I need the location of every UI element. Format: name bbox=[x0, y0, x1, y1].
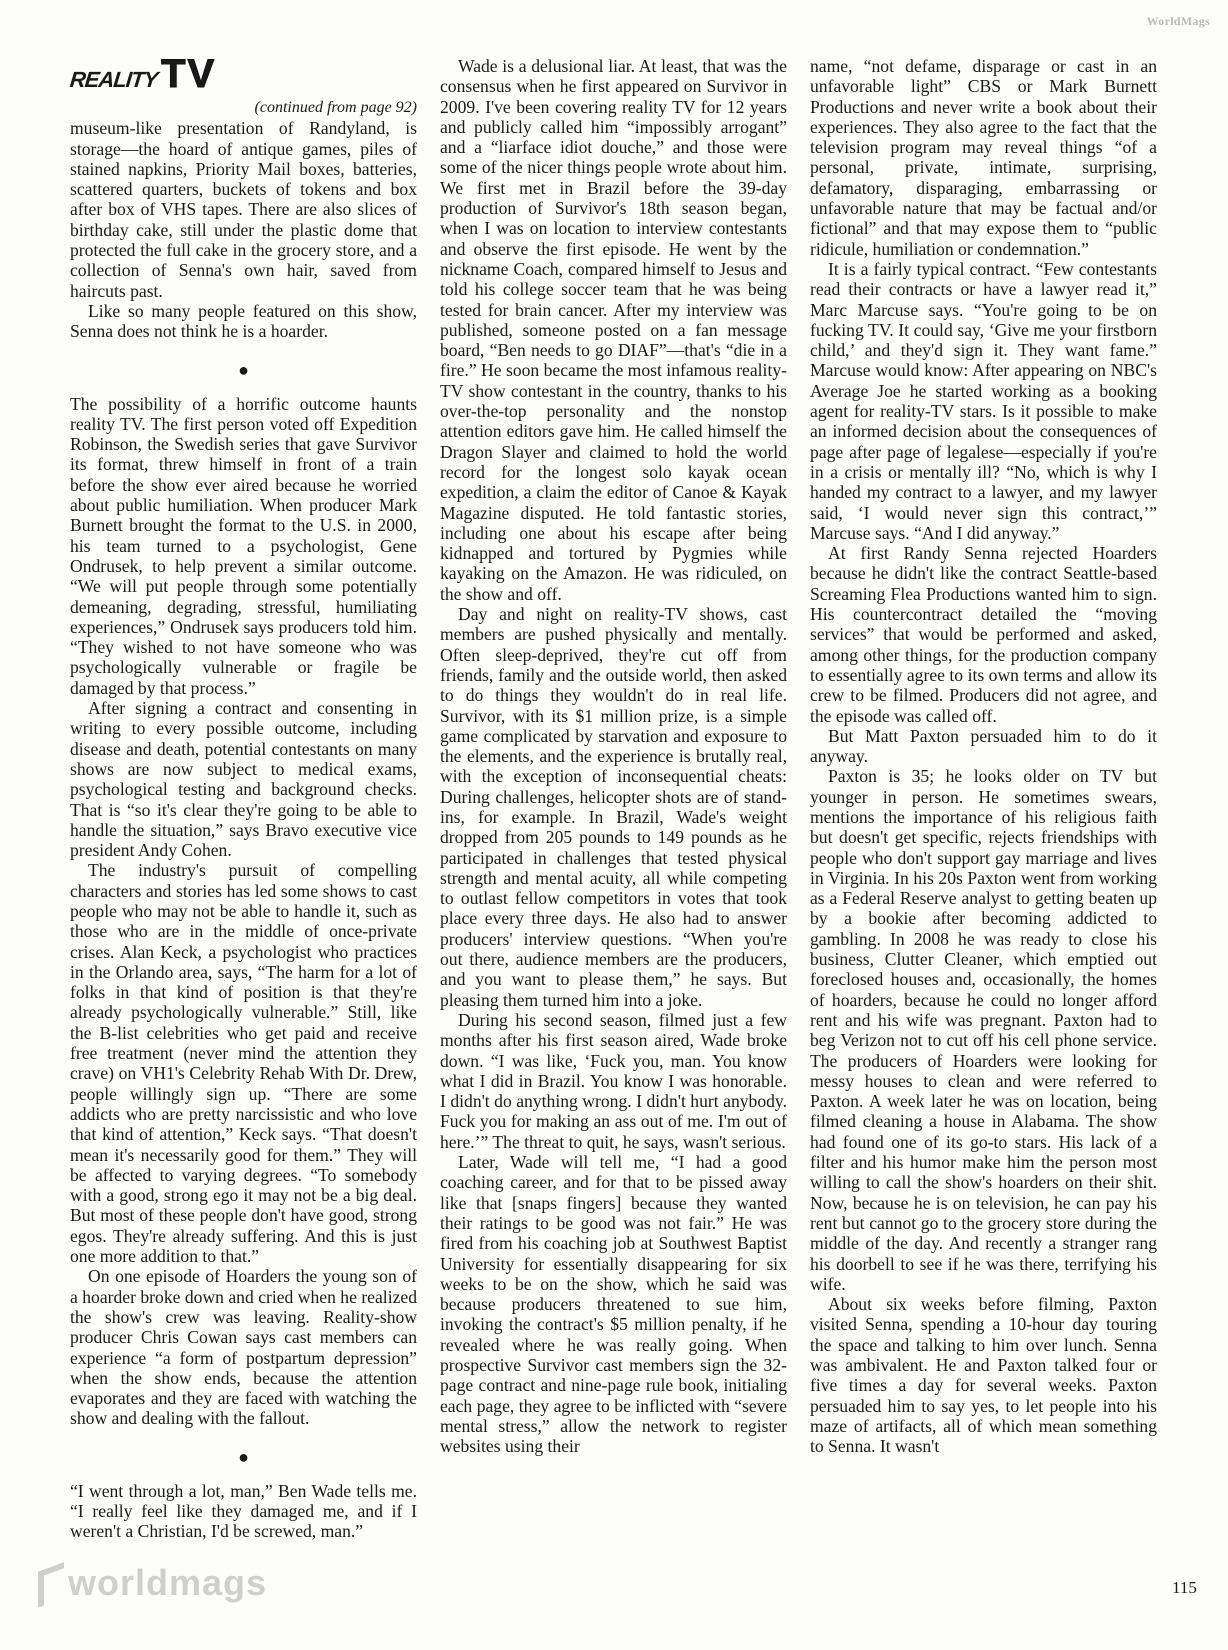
section-break-bullet: ● bbox=[238, 359, 249, 380]
paragraph: name, “not defame, disparage or cast in an unfavorable light” CBS or Mark Burnett Productions and never write a book about their experiences. They also agree to the fact that the television program may reveal things “of a personal, private, intimate, surprising, defamatory, disparaging, embarrassing or unfavorable nature that may be factual and/or fictional” and that may expose them to “public ridicule, humiliation or condemnation.” bbox=[810, 56, 1157, 259]
paragraph: “I went through a lot, man,” Ben Wade tells me. “I really feel like they damaged me, and if I weren't a Christian, I'd be screwed, man.” bbox=[70, 1480, 417, 1542]
paragraph: It is a fairly typical contract. “Few contestants read their contracts or have a lawyer read it,” Marc Marcuse says. “You're going to be on fucking TV. It could say, ‘Give me your firstborn child,’ and they'd sign it. They want fame.” Marcuse would know: After appearing on NBC's Average Joe he started working as a booking agent for reality-TV stars. Is it possible to make an informed decision about the consequences of page after page of legalese—especially if you're in a crisis or mentally ill? “No, which is why I handed my contract to a lawyer, and my lawyer said, ‘I would never sign this contract,’” Marcuse says. “And I did anyway.” bbox=[810, 258, 1157, 543]
section-header-tv: TV bbox=[161, 52, 217, 96]
watermark-bottom-text: worldmags bbox=[68, 1562, 268, 1603]
paragraph: Paxton is 35; he looks older on TV but younger in person. He sometimes swears, mentions the importance of his religious faith but doesn't get specific, rejects friendships with people who don't support gay marriage and lives in Virginia. In his 20s Paxton went from working as a Federal Reserve analyst to getting beaten up by a bookie after becoming addicted to gambling. In 2008 he was ready to close his business, Clutter Cleaner, which emptied out foreclosed houses and, occasionally, the homes of hoarders, because he could no longer afford rent and his wife was pregnant. Paxton had to beg Verizon not to cut off his cell phone service. The producers of Hoarders were looking for messy houses to clean and were referred to Paxton. A week later he was on location, being filmed cleaning a house in Alabama. The show had found one of its go-to stars. His lack of a filter and his humor make him the person most willing to call the show's hoarders on their shit. Now, because he is on television, he can pay his rent but cannot go to the grocery store during the middle of the day. And recently a stranger rang his doorbell to see if he was there, terrifying his wife. bbox=[810, 766, 1157, 1294]
paragraph: Like so many people featured on this show, Senna does not think he is a hoarder. bbox=[70, 300, 417, 342]
paragraph: At first Randy Senna rejected Hoarders because he didn't like the contract Seattle-based Screaming Flea Productions wanted him to sign. His countercontract detailed the “moving services” that would be performed and asked, among other things, for the production company to essentially agree to its own terms and allow its crew to be filmed. Producers did not agree, and the episode was called off. bbox=[810, 543, 1157, 726]
paragraph: Wade is a delusional liar. At least, that was the consensus when he first appeared on Survivor in 2009. I've been covering reality TV for 12 years and publicly called him “impossibly arrogant” and a “liarface idiot douche,” and those were some of the nicer things people wrote about him. We first met in Brazil before the 39-day production of Survivor's 18th season began, when I was on location to interview contestants and observe the first episode. He went by the nickname Coach, compared himself to Jesus and told his college soccer team that he was being tested for brain cancer. After my interview was published, someone posted on a fan message board, “Ben needs to go DIAF”—that's “die in a fire.” He soon became the most infamous reality-TV show contestant in the country, thanks to his over-the-top personality and the nonstop attention editors gave him. He called himself the Dragon Slayer and claimed to hold the world record for the longest solo kayak ocean expedition, a claim the editor of Canoe & Kayak Magazine disputed. He told fantastic stories, including one about his escape after being kidnapped and tortured by Pygmies while kayaking on the Amazon. He was ridiculed, on the show and off. bbox=[440, 56, 787, 604]
paragraph: During his second season, filmed just a few months after his first season aired, Wade broke down. “I was like, ‘Fuck you, man. You know what I did in Brazil. You know I was honorable. I didn't do anything wrong. I didn't hurt anybody. Fuck you for making an ass out of me. I'm out of here.’” The threat to quit, he says, wasn't serious. bbox=[440, 1009, 787, 1152]
paragraph: museum-like presentation of Randyland, is storage—the hoard of antique games, piles of stained napkins, Priority Mail boxes, batteries, scattered quarters, buckets of tokens and box after box of VHS tapes. There are also slices of birthday cake, still under the plastic dome that protected the full cake in the grocery store, and a collection of Senna's own hair, saved from haircuts past. bbox=[70, 118, 417, 301]
watermark-top: WorldMags bbox=[1146, 14, 1210, 28]
watermark-logo-icon bbox=[38, 1563, 64, 1608]
article-column-2 bbox=[440, 56, 787, 1456]
paragraph: About six weeks before filming, Paxton visited Senna, spending a 10-hour day touring the space and talking to him over lunch. Senna was ambivalent. He and Paxton talked four or five times a day for several weeks. Paxton persuaded him to say yes, to let people into his maze of artifacts, all of which mean something to Senna. It wasn't bbox=[810, 1294, 1157, 1457]
watermark-bottom bbox=[38, 1562, 267, 1604]
paragraph: Later, Wade will tell me, “I had a good coaching career, and for that to be pissed away like that [snaps fingers] because they wanted their ratings to be good was not fair.” He was fired from his coaching job at Southwest Baptist University for essentially disappearing for six weeks to be on the show, which he said was because producers threatened to sue him, invoking the contract's $5 million penalty, if he revealed where he was really going. When prospective Survivor cast members sign the 32-page contract and nine-page rule book, initialing each page, they agree to be inflicted with “severe mental stress,” allow the network to register websites using their bbox=[440, 1152, 787, 1457]
paragraph: On one episode of Hoarders the young son of a hoarder broke down and cried when he realized the show's crew was leaving. Reality-show producer Chris Cowan says cast members can experience “a form of postpartum depression” when the show ends, because the attention evaporates and they are faced with watching the show and dealing with the fallout. bbox=[70, 1266, 417, 1429]
continued-note: (continued from page 92) bbox=[254, 99, 417, 116]
section-header-reality: REALITY bbox=[68, 67, 159, 92]
section-header bbox=[70, 52, 216, 97]
paragraph: But Matt Paxton persuaded him to do it anyway. bbox=[810, 725, 1157, 767]
paragraph: The possibility of a horrific outcome haunts reality TV. The first person voted off Expedition Robinson, the Swedish series that gave Survivor its format, threw himself in front of a train before the show ever aired because he worried about public humiliation. When producer Mark Burnett brought the format to the U.S. in 2000, his team turned to a psychologist, Gene Ondrusek, to help prevent a similar outcome. “We will put people through some potentially demeaning, degrading, stressful, humiliating experiences,” Ondrusek says producers told him. “They wished to not have someone who was psychologically vulnerable or fragile be damaged by that process.” bbox=[70, 393, 417, 698]
section-break-bullet: ● bbox=[238, 1446, 249, 1467]
paragraph: After signing a contract and consenting in writing to every possible outcome, including disease and death, potential contestants on many shows are now subject to medical exams, psychological testing and background checks. That is “so it's clear they're going to be able to handle the situation,” says Bravo executive vice president Andy Cohen. bbox=[70, 698, 417, 861]
paragraph: The industry's pursuit of compelling characters and stories has led some shows to cast people who may not be able to handle it, such as those who are in the middle of once-private crises. Alan Keck, a psychologist who practices in the Orlando area, says, “The harm for a lot of folks in that kind of position is that they're already psychologically vulnerable.” Still, like the B-list celebrities who get paid and receive free treatment (never mind the attention they crave) on VH1's Celebrity Rehab With Dr. Drew, people willingly sign up. “There are some addicts who are pretty narcissistic and who love that kind of attention,” Keck says. “That doesn't mean it's necessarily good for them.” They will be affected to varying degrees. “To somebody with a good, strong ego it may not be a big deal. But most of these people don't have good, strong egos. They're already suffering. And this is just one more addition to that.” bbox=[70, 860, 417, 1267]
article-column-1 bbox=[70, 98, 417, 1542]
paragraph: Day and night on reality-TV shows, cast members are pushed physically and mentally. Often sleep-deprived, they're cut off from friends, family and the outside world, then asked to do things they wouldn't do in real life. Survivor, with its $1 million prize, is a simple game complicated by starvation and exposure to the elements, and the experience is brutally real, with the exception of inconsequential cheats: During challenges, helicopter shots are of stand-ins, for example. In Brazil, Wade's weight dropped from 205 pounds to 149 pounds as he participated in challenges that tested physical strength and mental acuity, all while competing to outlast fellow competitors in votes that took place every three days. He also had to answer producers' interview questions. “When you're out there, audience members are the producers, and you want to please them,” he says. But pleasing them turned him into a joke. bbox=[440, 604, 787, 1010]
article-column-3 bbox=[810, 56, 1157, 1456]
page-number: 115 bbox=[1172, 1578, 1197, 1597]
